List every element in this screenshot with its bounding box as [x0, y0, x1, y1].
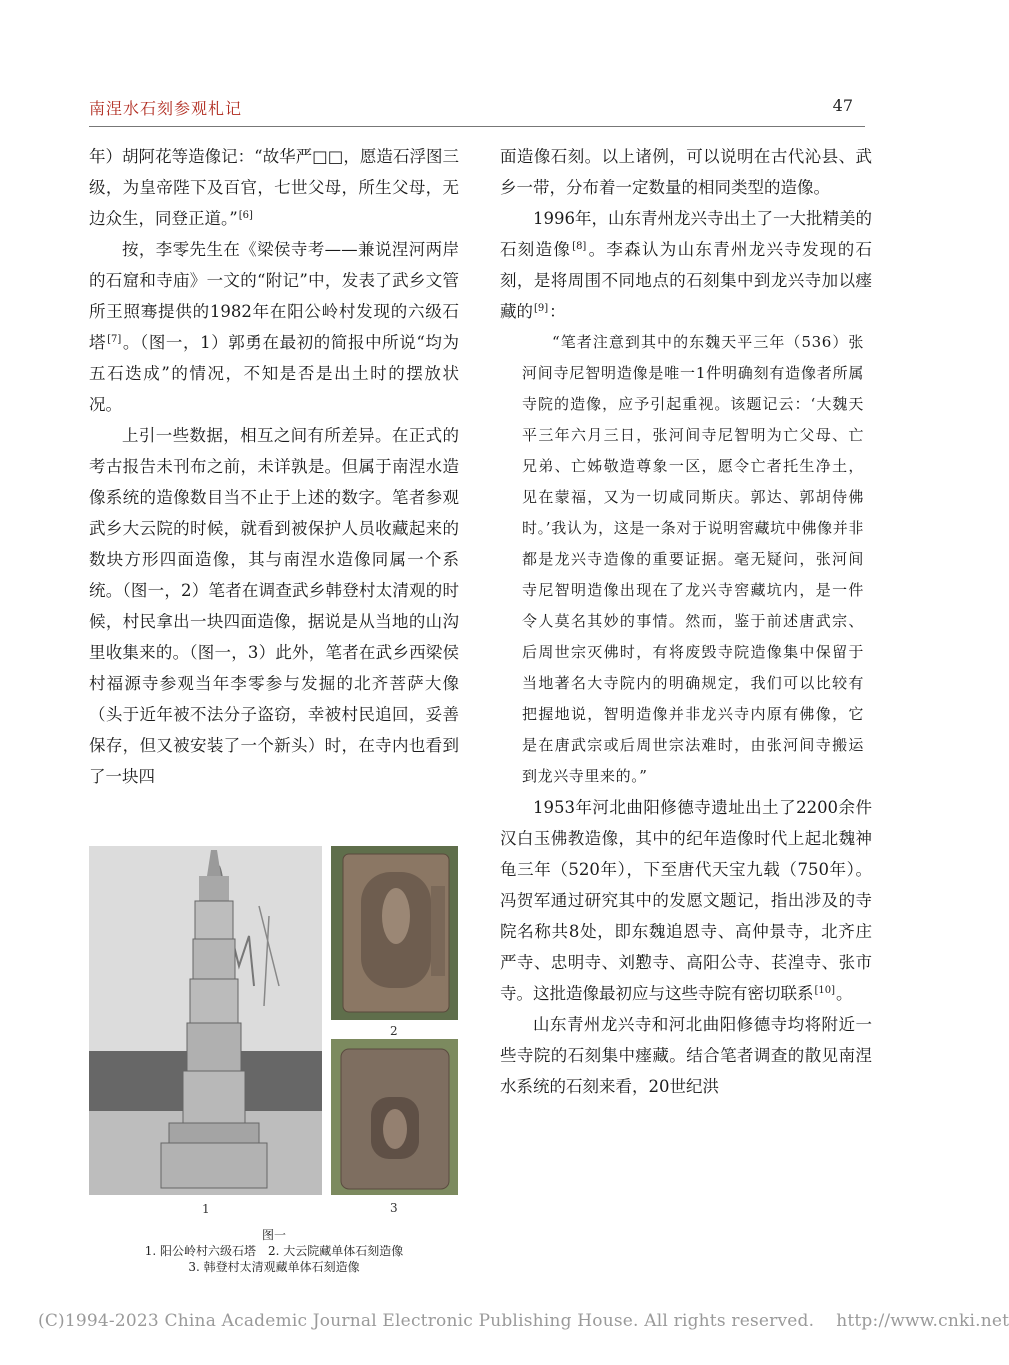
citation-ref: [6] [238, 209, 253, 221]
paragraph: 1953年河北曲阳修德寺遗址出土了2200余件汉白玉佛教造像，其中的纪年造像时代上起北魏神龟三年（520年），下至唐代天宝九载（750年）。冯贺军通过研究其中的发愿文题记，指出涉及的寺院名称共8处，即东魏追恩寺、高仲景寺，北齐庄严寺、忠明寺、刘懃寺、高阳公寺、苌湟寺、张市寺。这批造像最初应与这些寺院有密切联系[10]。 [500, 798, 872, 1003]
left-column [89, 141, 459, 792]
paragraph: 面造像石刻。以上诸例，可以说明在古代沁县、武乡一带，分布着一定数量的相同类型的造像。 [500, 147, 872, 197]
citation-ref: [8] [572, 240, 587, 252]
paragraph: 按，李零先生在《梁侯寺考——兼说涅河两岸的石窟和寺庙》一文的“附记”中，发表了武乡文管所王照骞提供的1982年在阳公岭村发现的六级石塔[7]。（图一，1）郭勇在最初的简报中所说“均为五石迭成”的情况，不知是否是出土时的摆放状况。 [89, 240, 460, 414]
photo-number: 1 [202, 1202, 210, 1216]
citation-ref: [10] [814, 984, 836, 996]
copyright-footer [38, 1311, 1009, 1331]
page-number: 47 [832, 96, 853, 115]
stele-illustration [331, 846, 458, 1020]
copyright-text: (C)1994-2023 China Academic Journal Electronic Publishing House. All rights reserved. [38, 1311, 815, 1331]
block-quote: “笔者注意到其中的东魏天平三年（536）张河间寺尼智明造像是唯一1件明确刻有造像者所属寺院的造像，应予引起重视。该题记云：‘大魏天平三年六月三日，张河间寺尼智明为亡父母、亡兄弟、亡姊敬造尊象一区，愿令亡者托生净土，见在蒙福，又为一切咸同斯庆。郭达、郭胡侍佛时。’我认为，这是一条对于说明窖藏坑中佛像并非都是龙兴寺造像的重要证据。毫无疑问，张河间寺尼智明造像出现在了龙兴寺窖藏坑内，是一件令人莫名其妙的事情。然而，鉴于前述唐武宗、后周世宗灭佛时，有将废毁寺院造像集中保留于当地著名大寺院内的明确规定，我们可以比较有把握地说，智明造像并非龙兴寺内原有佛像，它是在唐武宗或后周世宗法难时，由张河间寺搬运到龙兴寺里来的。” [522, 333, 864, 785]
taiqing-stele-photo [331, 1039, 458, 1195]
photo-number: 3 [390, 1201, 398, 1215]
right-column [500, 141, 872, 1102]
header-divider [89, 126, 865, 127]
paragraph: 1996年，山东青州龙兴寺出土了一大批精美的石刻造像[8]。李森认为山东青州龙兴寺发现的石刻，是将周围不同地点的石刻集中到龙兴寺加以瘗藏的[9]： [500, 209, 873, 321]
paragraph: 山东青州龙兴寺和河北曲阳修德寺均将附近一些寺院的石刻集中瘗藏。结合笔者调查的散见南涅水系统的石刻来看，20世纪洪 [500, 1015, 872, 1096]
figure-caption-title: 图一 [261, 1228, 286, 1242]
figure-1 [89, 846, 459, 1286]
figure-caption-line: 3. 韩登村太清观藏单体石刻造像 [188, 1260, 360, 1274]
stele-illustration [331, 1039, 458, 1195]
figure-caption-line: 1. 阳公岭村六级石塔 2. 大云院藏单体石刻造像 [144, 1244, 404, 1258]
dayun-stele-photo [331, 846, 458, 1020]
pagoda-illustration [89, 846, 322, 1195]
stone-pagoda-photo [89, 846, 322, 1195]
paragraph: 上引一些数据，相互之间有所差异。在正式的考古报告未刊布之前，未详孰是。但属于南涅水造像系统的造像数目当不止于上述的数字。笔者参观武乡大云院的时候，就看到被保护人员收藏起来的数块方形四面造像，其与南涅水造像同属一个系统。（图一，2）笔者在调查武乡韩登村太清观的时候，村民拿出一块四面造像，据说是从当地的山沟里收集来的。（图一，3）此外，笔者在武乡西梁侯村福源寺参观当年李零参与发掘的北齐菩萨大像（头于近年被不法分子盗窃，幸被村民追回，妥善保存，但又被安装了一个新头）时，在寺内也看到了一块四 [89, 426, 459, 786]
footer-url: http://www.cnki.net [836, 1311, 1009, 1331]
running-header-title: 南涅水石刻参观札记 [89, 99, 243, 118]
paragraph: 年）胡阿花等造像记：“故华严□□，愿造石浮图三级，为皇帝陛下及百官，七世父母，所生父母，无边众生，同登正道。”[6] [89, 147, 459, 228]
citation-ref: [9] [534, 302, 549, 314]
photo-number: 2 [390, 1024, 398, 1038]
citation-ref: [7] [107, 333, 122, 345]
